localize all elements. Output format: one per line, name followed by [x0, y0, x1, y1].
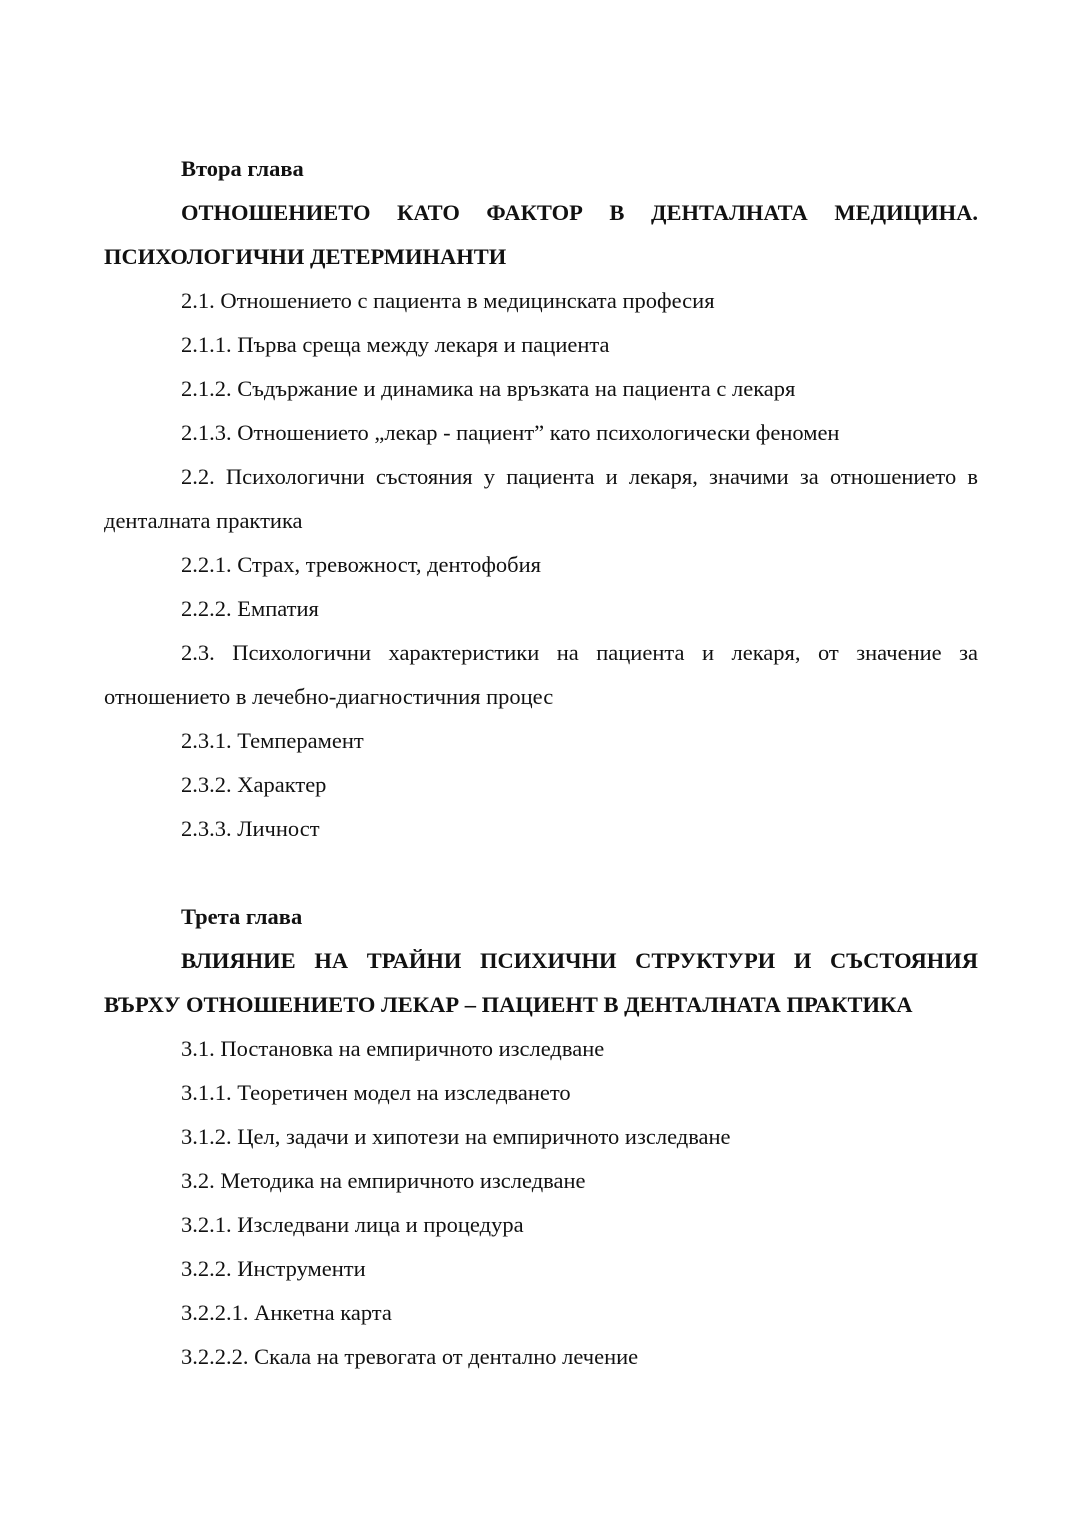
toc-item-2-1-2: 2.1.2. Съдържание и динамика на връзката на пациента с лекаря [181, 376, 796, 401]
toc-item-2-2: 2.2. Психологични състояния у пациента и лекаря, значими за отношението в денталната практика [104, 464, 978, 533]
chapter3-label: Трета глава [181, 904, 303, 929]
toc-item-3-2: 3.2. Методика на емпиричното изследване [181, 1168, 586, 1193]
toc-item-3-2-2-1: 3.2.2.1. Анкетна карта [181, 1300, 392, 1325]
chapter3-title: ВЛИЯНИЕ НА ТРАЙНИ ПСИХИЧНИ СТРУКТУРИ И СЪСТОЯНИЯ ВЪРХУ ОТНОШЕНИЕТО ЛЕКАР – ПАЦИЕНТ В ДЕНТАЛНАТА ПРАКТИКА [104, 948, 978, 1017]
toc-item-2-2-2: 2.2.2. Емпатия [181, 596, 319, 621]
toc-item-2-1: 2.1. Отношението с пациента в медицинската професия [181, 288, 715, 313]
toc-item-2-2-1: 2.2.1. Страх, тревожност, дентофобия [181, 552, 542, 577]
chapter2-title: ОТНОШЕНИЕТО КАТО ФАКТОР В ДЕНТАЛНАТА МЕДИЦИНА. ПСИХОЛОГИЧНИ ДЕТЕРМИНАНТИ [104, 200, 978, 269]
toc-item-3-2-1: 3.2.1. Изследвани лица и процедура [181, 1212, 524, 1237]
toc-item-2-3-1: 2.3.1. Темперамент [181, 728, 364, 753]
section-spacer [104, 851, 978, 895]
toc-item-3-2-2: 3.2.2. Инструменти [181, 1256, 366, 1281]
toc-item-2-1-3: 2.1.3. Отношението „лекар - пациент” като психологически феномен [181, 420, 840, 445]
toc-item-2-1-1: 2.1.1. Първа среща между лекаря и пациента [181, 332, 610, 357]
toc-item-2-3: 2.3. Психологични характеристики на пациента и лекаря, от значение за отношението в лечебно-диагностичния процес [104, 640, 978, 709]
chapter2-label: Втора глава [181, 156, 304, 181]
toc-item-3-1-1: 3.1.1. Теоретичен модел на изследването [181, 1080, 571, 1105]
toc-item-3-1: 3.1. Постановка на емпиричното изследване [181, 1036, 605, 1061]
toc-item-3-1-2: 3.1.2. Цел, задачи и хипотези на емпиричното изследване [181, 1124, 731, 1149]
toc-item-2-3-3: 2.3.3. Личност [181, 816, 320, 841]
toc-item-2-3-2: 2.3.2. Характер [181, 772, 327, 797]
document-page [104, 147, 978, 1379]
toc-item-3-2-2-2: 3.2.2.2. Скала на тревогата от дентално лечение [181, 1344, 639, 1369]
